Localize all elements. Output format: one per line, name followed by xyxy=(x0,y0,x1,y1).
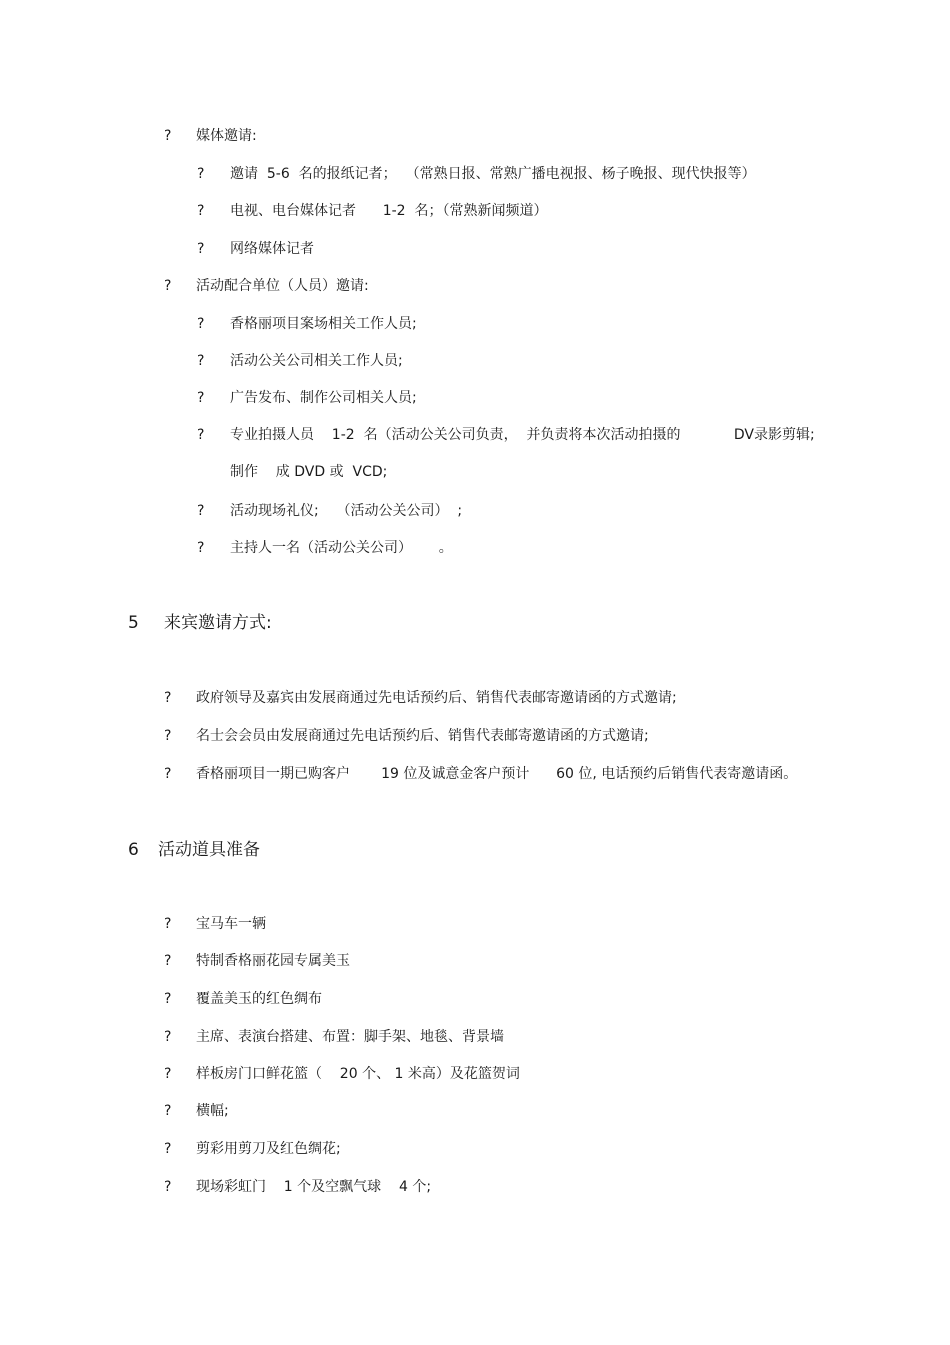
bullet: ? xyxy=(197,540,205,556)
section6-item: 主席、表演台搭建、布置：脚手架、地毯、背景墙 xyxy=(196,1029,504,1045)
section-number: 5 xyxy=(128,613,139,633)
section6-item: 现场彩虹门 1 个及空飘气球 4 个; xyxy=(196,1179,432,1195)
section6-item: 剪彩用剪刀及红色绸花; xyxy=(196,1141,341,1157)
section5-item: 政府领导及嘉宾由发展商通过先电话预约后、销售代表邮寄邀请函的方式邀请; xyxy=(196,690,677,706)
section-title: 活动道具准备 xyxy=(158,840,260,860)
bullet: ? xyxy=(197,503,205,519)
bullet: ? xyxy=(197,353,205,369)
partners-heading: 活动配合单位（人员）邀请: xyxy=(196,278,369,294)
bullet: ? xyxy=(197,166,205,182)
bullet: ? xyxy=(164,991,172,1007)
bullet: ? xyxy=(164,1141,172,1157)
bullet: ? xyxy=(164,1066,172,1082)
partners-item: 广告发布、制作公司相关人员; xyxy=(230,390,417,406)
section6-item: 覆盖美玉的红色绸布 xyxy=(196,991,322,1007)
bullet: ? xyxy=(164,690,172,706)
section5-item: 香格丽项目一期已购客户 19 位及诚意金客户预计 60 位, 电话预约后销售代表寄邀请函。 xyxy=(196,766,798,782)
bullet: ? xyxy=(164,278,172,294)
bullet: ? xyxy=(164,766,172,782)
partners-item: 活动现场礼仪; （活动公关公司） ; xyxy=(230,503,463,519)
media-heading: 媒体邀请: xyxy=(196,128,257,144)
media-item: 邀请 5-6 名的报纸记者； （常熟日报、常熟广播电视报、杨子晚报、现代快报等） xyxy=(230,166,756,182)
bullet: ? xyxy=(164,128,172,144)
bullet: ? xyxy=(197,203,205,219)
bullet: ? xyxy=(197,427,205,443)
bullet: ? xyxy=(197,390,205,406)
partners-item: 香格丽项目案场相关工作人员; xyxy=(230,316,417,332)
bullet: ? xyxy=(164,1179,172,1195)
bullet: ? xyxy=(164,1103,172,1119)
bullet: ? xyxy=(197,241,205,257)
bullet: ? xyxy=(197,316,205,332)
bullet: ? xyxy=(164,1029,172,1045)
section5-item: 名士会会员由发展商通过先电话预约后、销售代表邮寄邀请函的方式邀请; xyxy=(196,728,649,744)
partners-item: 活动公关公司相关工作人员; xyxy=(230,353,403,369)
media-item: 网络媒体记者 xyxy=(230,241,314,257)
partners-item-continuation: 制作 成 DVD 或 VCD; xyxy=(230,464,388,480)
bullet: ? xyxy=(164,728,172,744)
bullet: ? xyxy=(164,916,172,932)
section-number: 6 xyxy=(128,840,139,860)
partners-item: 主持人一名（活动公关公司） 。 xyxy=(230,540,453,556)
section6-item: 样板房门口鲜花篮（ 20 个、 1 米高）及花篮贺词 xyxy=(196,1066,520,1082)
section6-item: 特制香格丽花园专属美玉 xyxy=(196,953,350,969)
section6-item: 宝马车一辆 xyxy=(196,916,266,932)
section6-item: 横幅; xyxy=(196,1103,229,1119)
partners-item: 专业拍摄人员 1-2 名（活动公关公司负责， 并负责将本次活动拍摄的 DV录影剪辑; xyxy=(230,427,815,443)
section-title: 来宾邀请方式: xyxy=(164,613,272,633)
bullet: ? xyxy=(164,953,172,969)
media-item: 电视、电台媒体记者 1-2 名；（常熟新闻频道） xyxy=(230,203,548,219)
